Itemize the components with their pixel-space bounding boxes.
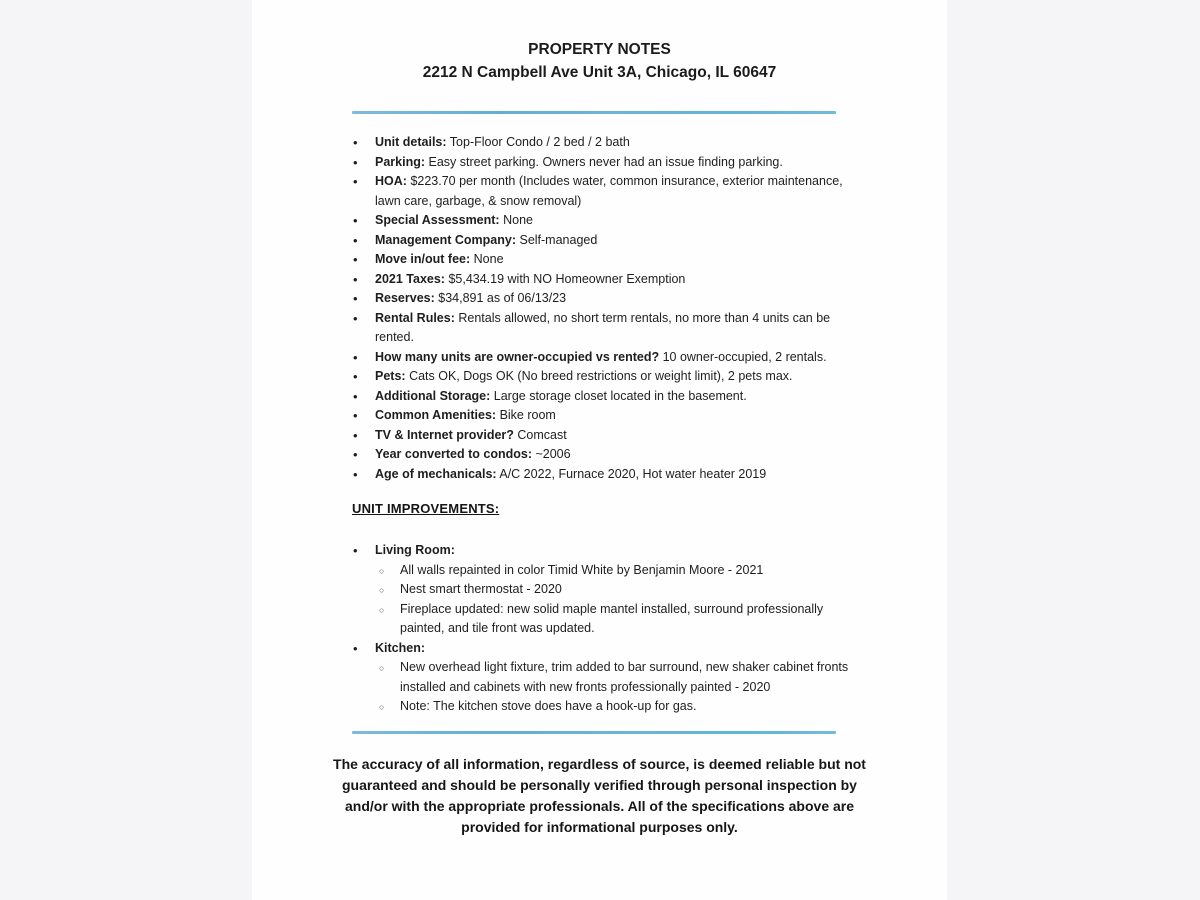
- detail-value: A/C 2022, Furnace 2020, Hot water heater 2019: [499, 466, 767, 481]
- sub-bullet-item: [377, 561, 862, 581]
- improvement-group-label: Kitchen:: [375, 640, 425, 655]
- disclaimer-line: and/or with the appropriate professionals. All of the specifications above are: [344, 797, 855, 814]
- document-page: [252, 0, 947, 900]
- detail-label: Age of mechanicals:: [375, 466, 497, 481]
- detail-label: Rental Rules:: [375, 310, 455, 325]
- detail-label: How many units are owner-occupied vs rented?: [375, 349, 660, 364]
- detail-value: Large storage closet located in the basement.: [493, 388, 747, 403]
- bullet-item: [352, 387, 862, 407]
- bullet-item: [352, 639, 862, 659]
- improvement-item-text: Note: The kitchen stove does have a hook-up for gas.: [400, 699, 697, 713]
- detail-label: Additional Storage:: [375, 388, 491, 403]
- detail-value: Bike room: [499, 408, 556, 422]
- improvements-list: [352, 541, 862, 717]
- detail-label: Unit details:: [375, 135, 447, 149]
- bullet-item: [352, 541, 862, 561]
- detail-value: $223.70 per month (Includes water, common insurance, exterior maintenance, lawn care, garbage, & snow removal): [375, 174, 843, 208]
- detail-label: 2021 Taxes:: [375, 271, 445, 286]
- disclaimer: [290, 754, 910, 838]
- bullet-item: [352, 231, 862, 251]
- disclaimer-line: The accuracy of all information, regardless of source, is deemed reliable but not: [333, 755, 866, 772]
- improvement-item-text: Nest smart thermostat - 2020: [400, 582, 562, 596]
- bullet-item: [352, 289, 862, 309]
- detail-value: ~2006: [535, 447, 571, 461]
- detail-value: Top-Floor Condo / 2 bed / 2 bath: [449, 135, 630, 149]
- bullet-item: [352, 426, 862, 446]
- detail-value: 10 owner-occupied, 2 rentals.: [662, 349, 827, 364]
- detail-label: HOA:: [375, 174, 407, 188]
- disclaimer-line: provided for informational purposes only.: [461, 818, 738, 835]
- bullet-item: [352, 309, 862, 348]
- bullet-item: [352, 465, 862, 485]
- improvement-item-text: Fireplace updated: new solid maple mantel installed, surround professionally painted, and tile front was updated.: [400, 601, 824, 635]
- bullet-item: [352, 348, 862, 368]
- detail-label: Parking:: [375, 154, 426, 169]
- sub-bullet-item: [377, 697, 862, 717]
- bullet-item: [352, 211, 862, 231]
- sub-bullet-item: [377, 600, 862, 639]
- improvement-item-text: All walls repainted in color Timid White by Benjamin Moore - 2021: [400, 562, 764, 577]
- detail-value: Comcast: [517, 427, 567, 442]
- page-subtitle: 2212 N Campbell Ave Unit 3A, Chicago, IL 60647: [422, 64, 777, 81]
- detail-value: Cats OK, Dogs OK (No breed restrictions or weight limit), 2 pets max.: [409, 369, 793, 383]
- bullet-item: [352, 133, 862, 153]
- detail-value: Self-managed: [519, 232, 598, 247]
- detail-label: Year converted to condos:: [375, 447, 532, 461]
- sub-bullet-item: [377, 580, 862, 600]
- bottom-divider-line: [352, 731, 836, 734]
- page-title: PROPERTY NOTES: [528, 41, 671, 58]
- bullet-item: [352, 172, 862, 211]
- detail-label: Common Amenities:: [375, 408, 497, 422]
- detail-value: $5,434.19 with NO Homeowner Exemption: [448, 271, 686, 286]
- sub-bullet-item: [377, 658, 862, 697]
- improvement-group-label: Living Room:: [375, 543, 455, 557]
- detail-label: TV & Internet provider?: [375, 427, 514, 442]
- bullet-item: [352, 153, 862, 173]
- detail-label: Pets:: [375, 369, 406, 383]
- detail-value: Rentals allowed, no short term rentals, no more than 4 units can be rented.: [375, 310, 831, 344]
- bullet-item: [352, 445, 862, 465]
- bullet-item: [352, 367, 862, 387]
- detail-label: Move in/out fee:: [375, 252, 471, 266]
- detail-value: $34,891 as of 06/13/23: [438, 291, 567, 305]
- disclaimer-line: guaranteed and should be personally verified through personal inspection by: [342, 776, 857, 793]
- bullet-item: [352, 250, 862, 270]
- bullet-item: [352, 270, 862, 290]
- unit-improvements-heading: UNIT IMPROVEMENTS:: [352, 501, 500, 516]
- property-details-list: [352, 133, 862, 484]
- detail-label: Management Company:: [375, 232, 516, 247]
- detail-label: Reserves:: [375, 291, 435, 305]
- top-divider-line: [352, 111, 836, 114]
- detail-value: None: [473, 252, 504, 266]
- detail-value: Easy street parking. Owners never had an issue finding parking.: [428, 154, 783, 169]
- detail-label: Special Assessment:: [375, 213, 500, 227]
- bullet-item: [352, 406, 862, 426]
- improvement-item-text: New overhead light fixture, trim added to bar surround, new shaker cabinet fronts installed and cabinets with new fronts professionally painted - 2020: [400, 660, 849, 694]
- detail-value: None: [503, 213, 533, 227]
